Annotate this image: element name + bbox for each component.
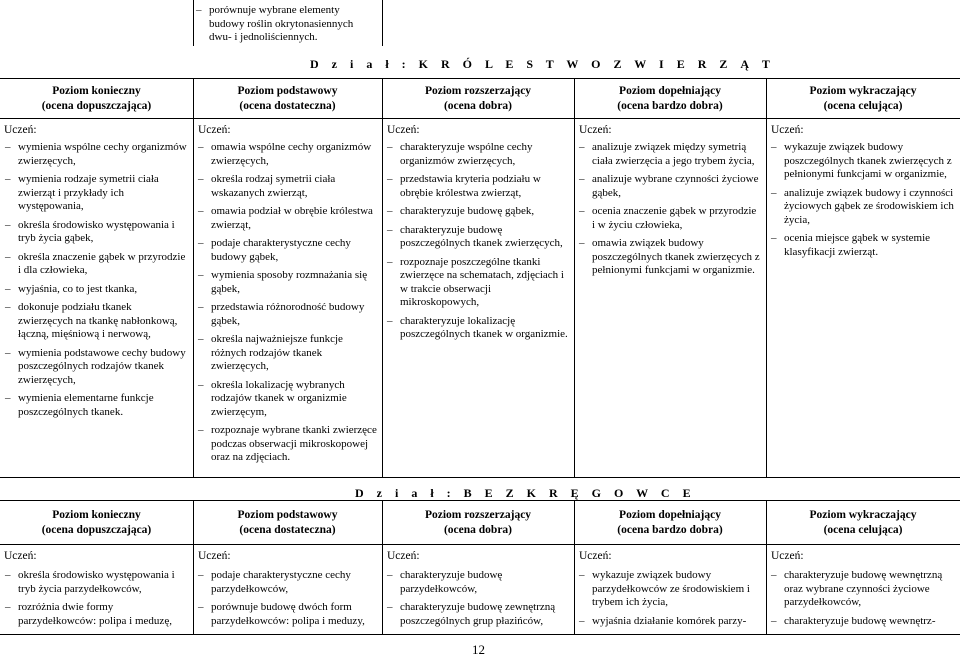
list-item: – charakteryzuje budowę gąbek,	[384, 205, 570, 219]
list-item: – charakteryzuje budowę parzydełkowców,	[384, 569, 570, 596]
list-item: – porównuje budowę dwóch form parzydełkowców: polipa i meduzy,	[195, 601, 378, 628]
student-label: Uczeń:	[579, 550, 612, 562]
list-item: – omawia wspólne cechy organizmów zwierzęcych,	[195, 141, 378, 168]
list-item: – określa lokalizację wybranych rodzajów tkanek w organizmie zwierzęcym,	[195, 379, 378, 420]
list-item: – wyjaśnia działanie komórek parzy-	[576, 615, 762, 629]
level-header: Poziom rozszerzający (ocena dobra)	[424, 85, 532, 112]
criteria-column-basic	[195, 141, 378, 470]
level-header: Poziom konieczny (ocena dopuszczająca)	[41, 509, 152, 536]
list-item: – podaje charakterystyczne cechy parzydełkowców,	[195, 569, 378, 596]
student-label: Uczeń:	[198, 124, 231, 136]
level-header: Poziom rozszerzający (ocena dobra)	[424, 509, 532, 536]
table-border	[0, 118, 960, 119]
list-item: – ocenia znaczenie gąbek w przyrodzie i w życiu człowieka,	[576, 205, 762, 232]
top-fragment	[193, 4, 373, 50]
list-item: – analizuje wybrane czynności życiowe gąbek,	[576, 173, 762, 200]
student-label: Uczeń:	[198, 550, 231, 562]
list-item: – wymienia podstawowe cechy budowy poszczególnych rodzajów tkanek zwierzęcych,	[2, 347, 189, 388]
student-label: Uczeń:	[771, 124, 804, 136]
column-divider	[382, 78, 383, 477]
list-item: – określa najważniejsze funkcje różnych rodzajów tkanek zwierzęcych,	[195, 333, 378, 374]
list-item: – określa środowisko występowania i tryb życia parzydełkowców,	[2, 569, 189, 596]
section-title: D z i a ł : K R Ó L E S T W O Z W I E R Z Ą T	[310, 57, 775, 71]
list-item: – rozpoznaje wybrane tkanki zwierzęce podczas obserwacji mikroskopowej oraz na zdjęciach.	[195, 424, 378, 465]
section-title: D z i a ł : B E Z K R Ę G O W C E	[355, 486, 696, 500]
list-item: – podaje charakterystyczne cechy budowy gąbek,	[195, 237, 378, 264]
list-item: – określa znaczenie gąbek w przyrodzie i dla człowieka,	[2, 251, 189, 278]
table-border	[0, 634, 960, 635]
level-header: Poziom wykraczający (ocena celująca)	[809, 85, 917, 112]
list-item: – wymienia rodzaje symetrii ciała zwierząt i przykłady ich występowania,	[2, 173, 189, 214]
column-divider	[574, 78, 575, 477]
list-item: – omawia związek budowy poszczególnych tkanek zwierzęcych z pełnionymi funkcjami w organizmie.	[576, 237, 762, 278]
list-item: – wykazuje związek budowy poszczególnych tkanek zwierzęcych z pełnionymi funkcjami w organizmie,	[768, 141, 956, 182]
table-border	[0, 544, 960, 545]
list-item: – rozróżnia dwie formy parzydełkowców: polipa i meduzę,	[2, 601, 189, 628]
student-label: Uczeń:	[387, 550, 420, 562]
student-label: Uczeń:	[4, 550, 37, 562]
level-header: Poziom podstawowy (ocena dostateczna)	[237, 85, 338, 112]
divider	[193, 0, 194, 46]
student-label: Uczeń:	[4, 124, 37, 136]
table-border	[0, 78, 960, 79]
criteria-column-extended	[384, 569, 570, 633]
list-item: – wymienia wspólne cechy organizmów zwierzęcych,	[2, 141, 189, 168]
column-divider	[766, 78, 767, 477]
list-item: – charakteryzuje lokalizację poszczególnych tkanek w organizmie.	[384, 315, 570, 342]
table-border	[0, 500, 960, 501]
list-item: – określa środowisko występowania i tryb życia gąbek,	[2, 219, 189, 246]
level-header: Poziom konieczny (ocena dopuszczająca)	[41, 85, 152, 112]
list-item: – analizuje związek między symetrią ciała zwierzęcia a jego trybem życia,	[576, 141, 762, 168]
column-divider	[193, 78, 194, 477]
level-header: Poziom dopełniający (ocena bardzo dobra)	[617, 509, 723, 536]
list-item: – przedstawia różnorodność budowy gąbek,	[195, 301, 378, 328]
criteria-column-complementary	[576, 569, 762, 633]
table-border	[0, 477, 960, 478]
list-item: – wymienia sposoby rozmnażania się gąbek,	[195, 269, 378, 296]
list-item: – charakteryzuje budowę wewnętrzną oraz wybrane czynności życiowe parzydełkowców,	[768, 569, 956, 610]
list-item: – charakteryzuje budowę poszczególnych tkanek zwierzęcych,	[384, 224, 570, 251]
list-item: – określa rodzaj symetrii ciała wskazanych zwierząt,	[195, 173, 378, 200]
list-item: – charakteryzuje wspólne cechy organizmów zwierzęcych,	[384, 141, 570, 168]
criteria-column-extended	[384, 141, 570, 347]
criteria-column-exceeding	[768, 569, 956, 633]
list-item: – wyjaśnia, co to jest tkanka,	[2, 283, 189, 297]
list-item: – wymienia elementarne funkcje poszczególnych tkanek.	[2, 392, 189, 419]
list-item: – rozpoznaje poszczególne tkanki zwierzęce na schematach, zdjęciach i w trakcie obserwacji mikroskopowych,	[384, 256, 570, 310]
list-item: – przedstawia kryteria podziału w obrębie królestwa zwierząt,	[384, 173, 570, 200]
list-item: – charakteryzuje budowę wewnętrz-	[768, 615, 956, 629]
level-header: Poziom dopełniający (ocena bardzo dobra)	[617, 85, 723, 112]
divider	[382, 0, 383, 46]
criteria-column-basic	[195, 569, 378, 633]
page-number: 12	[472, 642, 485, 657]
student-label: Uczeń:	[771, 550, 804, 562]
list-item: – wykazuje związek budowy parzydełkowców ze środowiskiem i trybem ich życia,	[576, 569, 762, 610]
student-label: Uczeń:	[387, 124, 420, 136]
level-header: Poziom wykraczający (ocena celująca)	[809, 509, 917, 536]
list-item: – analizuje związek budowy i czynności życiowych gąbek ze środowiskiem ich życia,	[768, 187, 956, 228]
list-item: – ocenia miejsce gąbek w systemie klasyfikacji zwierząt.	[768, 232, 956, 259]
list-item: – dokonuje podziału tkanek zwierzęcych na tkankę nabłonkową, łączną, mięśniową i nerwową,	[2, 301, 189, 342]
list-item: – omawia podział w obrębie królestwa zwierząt,	[195, 205, 378, 232]
list-item: – porównuje wybrane elementy budowy roślin okrytonasiennych dwu- i jednoliściennych.	[193, 4, 373, 45]
criteria-column-necessary	[2, 569, 189, 633]
list-item: – charakteryzuje budowę zewnętrzną poszczególnych grup płazińców,	[384, 601, 570, 628]
section2-body	[0, 567, 960, 634]
level-header: Poziom podstawowy (ocena dostateczna)	[237, 509, 338, 536]
criteria-column-complementary	[576, 141, 762, 283]
criteria-column-exceeding	[768, 141, 956, 264]
student-label: Uczeń:	[579, 124, 612, 136]
criteria-column-necessary	[2, 141, 189, 424]
